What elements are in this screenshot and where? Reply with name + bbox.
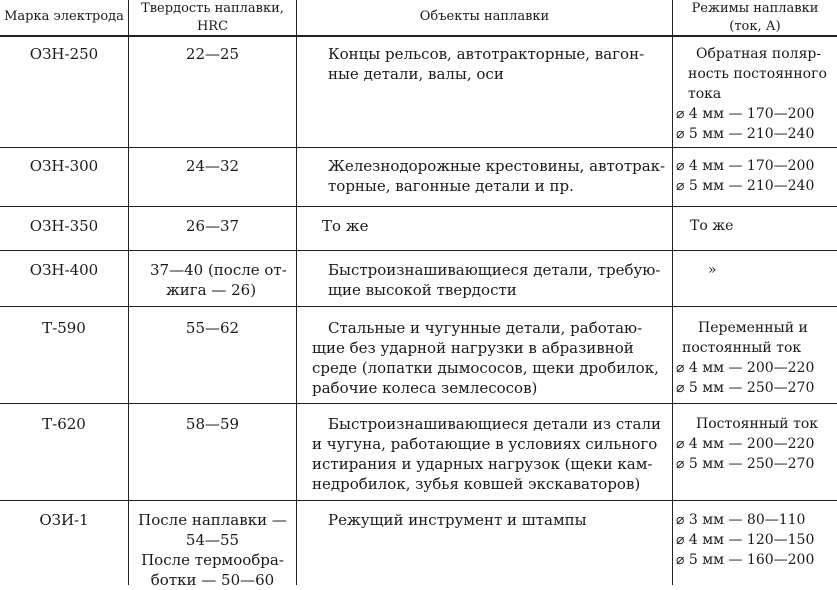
header-hardness: Твердость наплавки, HRC xyxy=(141,1,284,34)
table-row-hardness: 58—59 xyxy=(185,415,240,433)
col-divider xyxy=(128,0,129,585)
table-row-modes: Переменный и постоянный ток ⌀ 4 мм — 200—220 ⌀ 5 мм — 250—270 xyxy=(676,320,815,396)
table-row-objects: Быстроизнашивающиеся детали из стали и чугуна, работающие в условиях сильного истирания и ударных нагрузок (щеки кам- недробилок, зубья ковшей экскаваторов) xyxy=(312,415,662,493)
row-divider xyxy=(0,250,837,251)
table-row-brand: ОЗН-400 xyxy=(29,261,99,279)
header-modes: Режимы наплавки (ток, А) xyxy=(691,1,819,34)
table-row-modes: То же xyxy=(690,218,734,234)
table-row-brand: ОЗН-300 xyxy=(29,157,99,175)
table-row-hardness: 26—37 xyxy=(185,217,240,235)
table-row-brand: Т-590 xyxy=(42,319,86,337)
header-objects: Объекты наплавки xyxy=(419,9,550,24)
table-row-hardness: 24—32 xyxy=(185,157,240,175)
table-row-brand: ОЗН-350 xyxy=(29,217,99,235)
row-divider xyxy=(0,147,837,148)
table-row-modes: ⌀ 3 мм — 80—110 ⌀ 4 мм — 120—150 ⌀ 5 мм — 160—200 xyxy=(676,512,815,568)
table-row-objects: Режущий инструмент и штампы xyxy=(328,511,587,529)
table-row-objects: Железнодорожные крестовины, автотрак- торные, вагонные детали и пр. xyxy=(328,157,666,195)
row-divider xyxy=(0,403,837,404)
table-row-modes: ⌀ 4 мм — 170—200 ⌀ 5 мм — 210—240 xyxy=(676,158,815,194)
table-row-hardness: После наплавки — 54—55 После термообра- ботки — 50—60 xyxy=(138,511,287,589)
table-row-brand: ОЗИ-1 xyxy=(39,511,89,529)
table-row-modes: Постоянный ток ⌀ 4 мм — 200—220 ⌀ 5 мм — 250—270 xyxy=(676,416,818,472)
table-row-objects: Стальные и чугунные детали, работаю- щие без ударной нагрузки в абразивной среде (лопатки дымососов, щеки дробилок, рабочие колеса землесосов) xyxy=(312,319,659,397)
row-divider xyxy=(0,306,837,307)
table-row-brand: Т-620 xyxy=(42,415,86,433)
row-divider xyxy=(0,206,837,207)
col-divider xyxy=(296,0,297,585)
table-row-modes: » xyxy=(708,262,717,278)
table-row-objects: Концы рельсов, автотракторные, вагон- ные детали, валы, оси xyxy=(328,45,645,83)
table-row-brand: ОЗН-250 xyxy=(29,45,99,63)
table-row-objects: Быстроизнашивающиеся детали, требую- щие высокой твердости xyxy=(328,261,661,299)
table-row-objects: То же xyxy=(322,217,369,235)
header-brand: Марка электрода xyxy=(4,9,124,24)
table-row-modes: Обратная поляр- ность постоянного тока ⌀ 4 мм — 170—200 ⌀ 5 мм — 210—240 xyxy=(676,46,827,142)
col-divider xyxy=(672,0,673,585)
table-row-hardness: 55—62 xyxy=(185,319,240,337)
table-row-hardness: 22—25 xyxy=(185,45,240,63)
table-row-hardness: 37—40 (после от- жига — 26) xyxy=(150,261,287,299)
row-divider xyxy=(0,500,837,501)
